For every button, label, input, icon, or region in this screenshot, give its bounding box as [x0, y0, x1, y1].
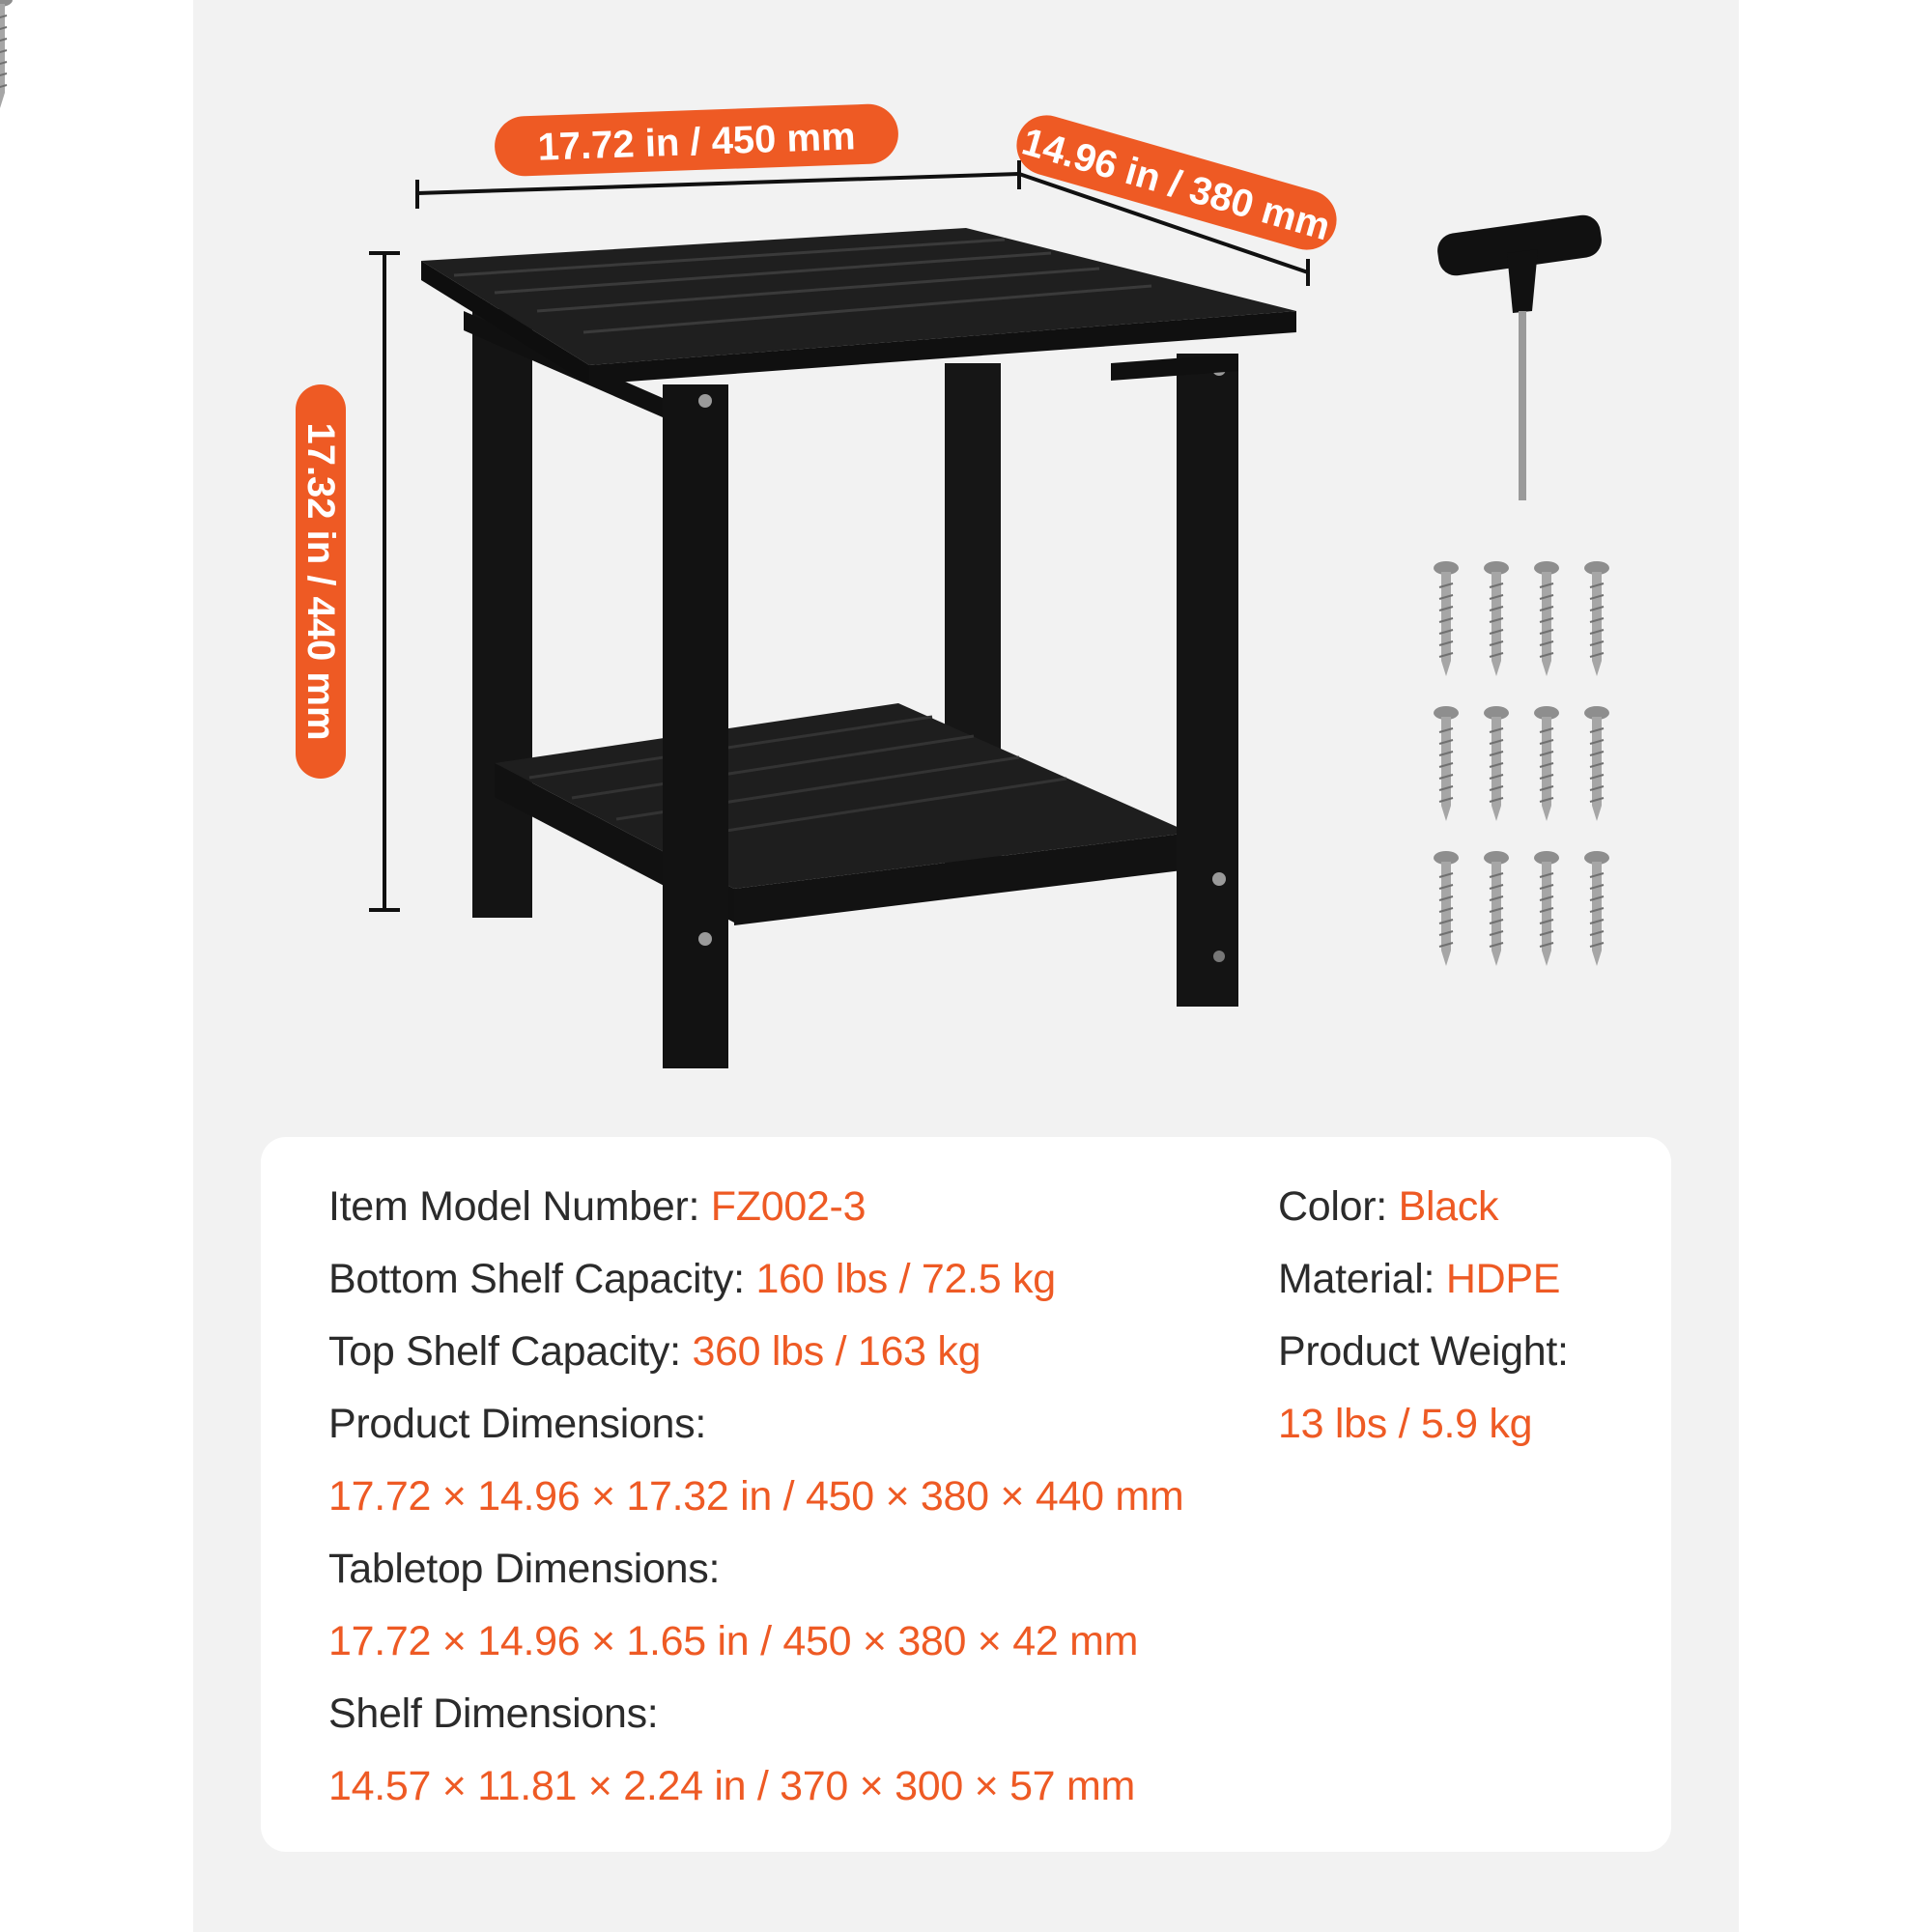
model-number-row	[328, 1181, 866, 1232]
material-row	[1278, 1254, 1560, 1304]
product-dimensions-label: Product Dimensions:	[328, 1401, 707, 1447]
model-number-label: Item Model Number:	[328, 1183, 700, 1230]
bottom-shelf-capacity-row	[328, 1254, 1056, 1304]
product-weight-value: 13 lbs / 5.9 kg	[1278, 1401, 1533, 1447]
tabletop-dimensions-label: Tabletop Dimensions:	[328, 1546, 721, 1592]
material-value: HDPE	[1445, 1256, 1561, 1302]
specifications-card	[261, 1137, 1671, 1852]
top-shelf-capacity-value: 360 lbs / 163 kg	[692, 1328, 981, 1375]
color-label: Color:	[1278, 1183, 1387, 1230]
width-dimension	[417, 103, 1019, 209]
bottom-shelf-capacity-label: Bottom Shelf Capacity:	[328, 1256, 745, 1302]
side-table	[421, 228, 1296, 1068]
shelf-dimensions-label: Shelf Dimensions:	[328, 1690, 659, 1737]
color-value: Black	[1398, 1183, 1499, 1230]
height-label: 17.32 in / 440 mm	[299, 422, 342, 741]
depth-label: 14.96 in / 380 mm	[1017, 120, 1335, 249]
shelf-dimensions-value: 14.57 × 11.81 × 2.24 in / 370 × 300 × 57 mm	[328, 1763, 1135, 1809]
t-handle-screwdriver-icon	[1435, 213, 1604, 500]
tabletop-dimensions-value: 17.72 × 14.96 × 1.65 in / 450 × 380 × 42 mm	[328, 1618, 1139, 1664]
height-dimension	[296, 253, 400, 910]
screw-icon	[0, 0, 13, 108]
top-shelf-capacity-label: Top Shelf Capacity:	[328, 1328, 681, 1375]
color-row	[1278, 1181, 1498, 1232]
bottom-shelf-capacity-value: 160 lbs / 72.5 kg	[755, 1256, 1056, 1302]
material-label: Material:	[1278, 1256, 1435, 1302]
top-shelf-capacity-row	[328, 1326, 980, 1377]
model-number-value: FZ002-3	[710, 1183, 867, 1230]
product-weight-label: Product Weight:	[1278, 1328, 1569, 1375]
width-label: 17.72 in / 450 mm	[536, 115, 857, 169]
product-dimensions-value: 17.72 × 14.96 × 17.32 in / 450 × 380 × 440 mm	[328, 1473, 1184, 1520]
